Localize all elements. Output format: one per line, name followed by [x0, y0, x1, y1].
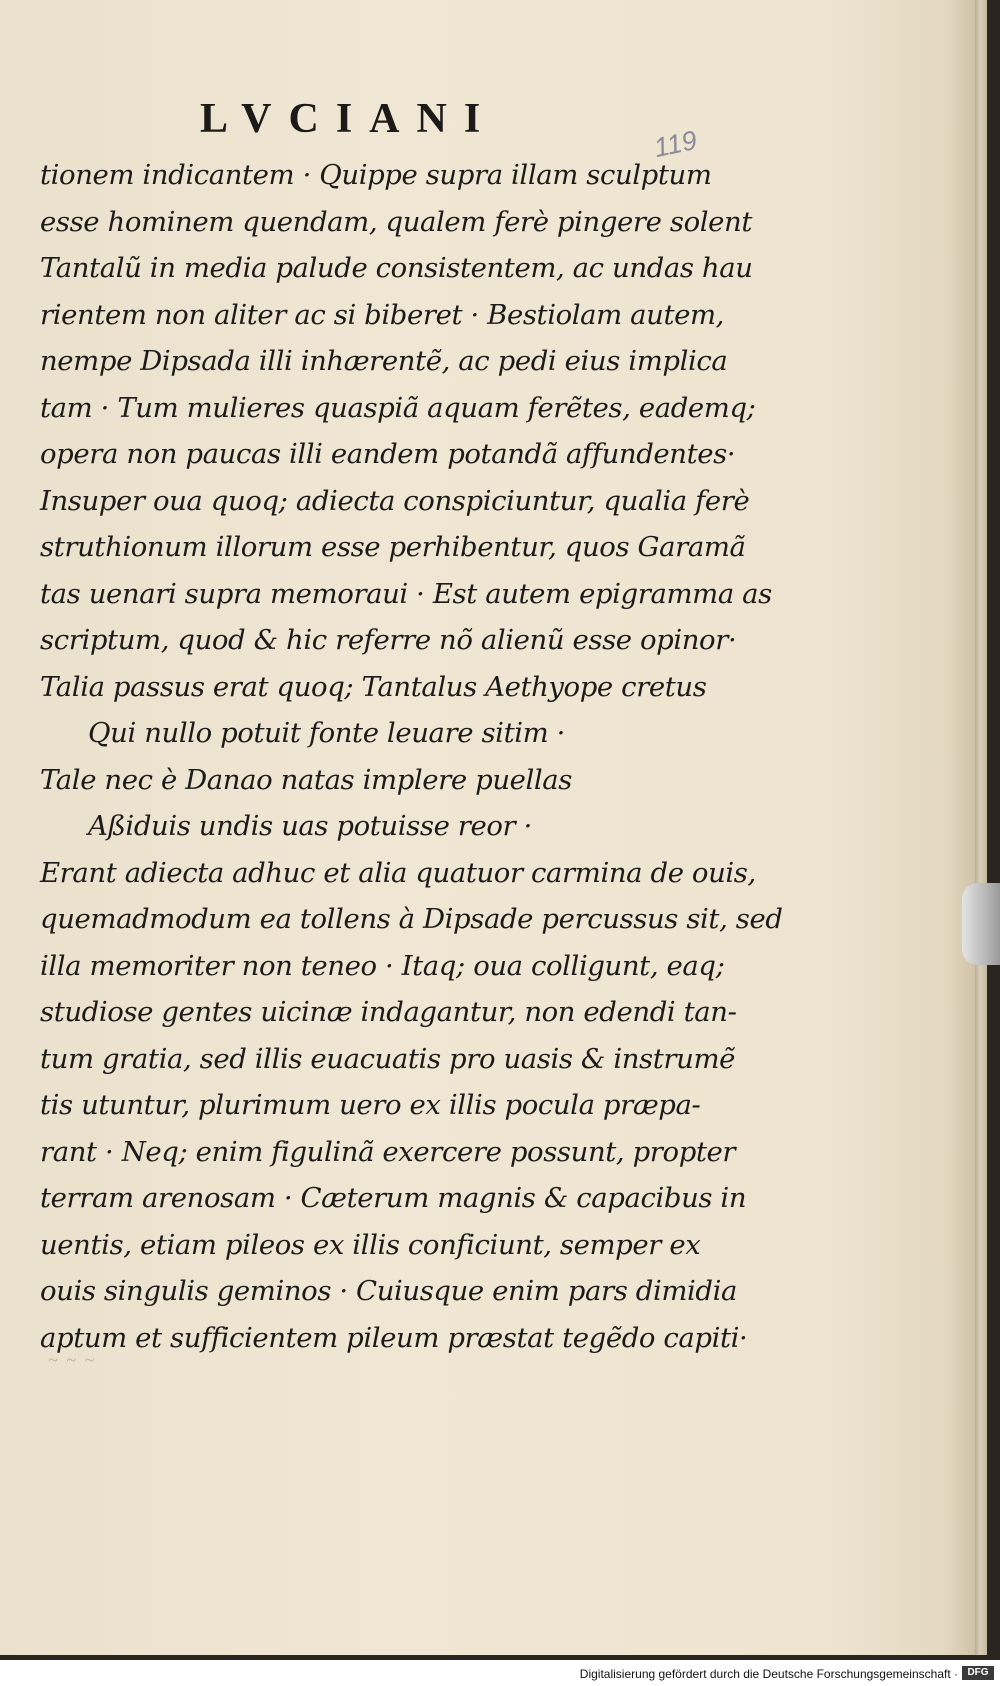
text-line: rant · Neq; enim figulinã exercere possunt, propter	[40, 1135, 736, 1168]
text-line: aptum et sufficientem pileum præstat tegẽdo capiti·	[40, 1321, 748, 1354]
book-spine	[987, 0, 1000, 1660]
footer-bar	[0, 1660, 1000, 1686]
text-line: struthionum illorum esse perhibentur, quos Garamã	[40, 531, 746, 563]
text-line: Erant adiecta adhuc et alia quatuor carmina de ouis,	[40, 856, 756, 889]
funding-note: Digitalisierung gefördert durch die Deutsche Forschungsgemeinschaft ·	[579, 1667, 958, 1681]
text-line: tionem indicantem · Quippe supra illam sculptum	[40, 159, 712, 191]
text-line: quemadmodum ea tollens à Dipsade percussus sit, sed	[40, 903, 783, 935]
text-block	[40, 152, 783, 1361]
text-line: tas uenari supra memoraui · Est autem epigramma as	[40, 577, 772, 610]
folio-number: 119	[651, 124, 700, 164]
text-line: Qui nullo potuit fonte leuare sitim ·	[88, 717, 565, 749]
text-line: tum gratia, sed illis euacuatis pro uasis & instrumẽ	[40, 1042, 736, 1075]
bookmark-tab	[962, 883, 1000, 965]
text-line: opera non paucas illi eandem potandã affundentes·	[40, 438, 736, 470]
running-head: LVCIANI	[200, 96, 498, 142]
text-line: scriptum, quod & hic referre nõ alienũ esse opinor·	[40, 624, 737, 656]
text-line: studiose gentes uicinæ indagantur, non edendi tan-	[40, 996, 737, 1028]
page-edge	[975, 0, 987, 1655]
text-line: ouis singulis geminos · Cuiusque enim pars dimidia	[40, 1275, 738, 1307]
faded-marginalia: ~ ~ ~	[48, 1350, 97, 1370]
text-line: Tale nec è Danao natas implere puellas	[40, 763, 573, 796]
text-line: uentis, etiam pileos ex illis conficiunt, semper ex	[40, 1228, 701, 1261]
text-line: Talia passus erat quoq; Tantalus Aethyope cretus	[40, 670, 707, 703]
text-line: tis utuntur, plurimum uero ex illis pocula præpa-	[40, 1089, 701, 1121]
text-line: illa memoriter non teneo · Itaq; oua colligunt, eaq;	[40, 949, 725, 982]
text-line: Tantalũ in media palude consistentem, ac undas hau	[40, 252, 753, 284]
text-line: tam · Tum mulieres quaspiã aquam ferẽtes, eademq;	[40, 391, 756, 424]
text-line: nempe Dipsada illi inhærentẽ, ac pedi eius implica	[40, 345, 728, 377]
text-line: Aßiduis undis uas potuisse reor ·	[88, 810, 532, 842]
text-line: rientem non aliter ac si biberet · Bestiolam autem,	[40, 298, 725, 331]
text-line: esse hominem quendam, qualem ferè pingere solent	[40, 205, 752, 238]
text-line: terram arenosam · Cæterum magnis & capacibus in	[40, 1182, 747, 1214]
dfg-logo: DFG	[962, 1666, 994, 1680]
text-line: Insuper oua quoq; adiecta conspiciuntur, qualia ferè	[40, 484, 750, 517]
